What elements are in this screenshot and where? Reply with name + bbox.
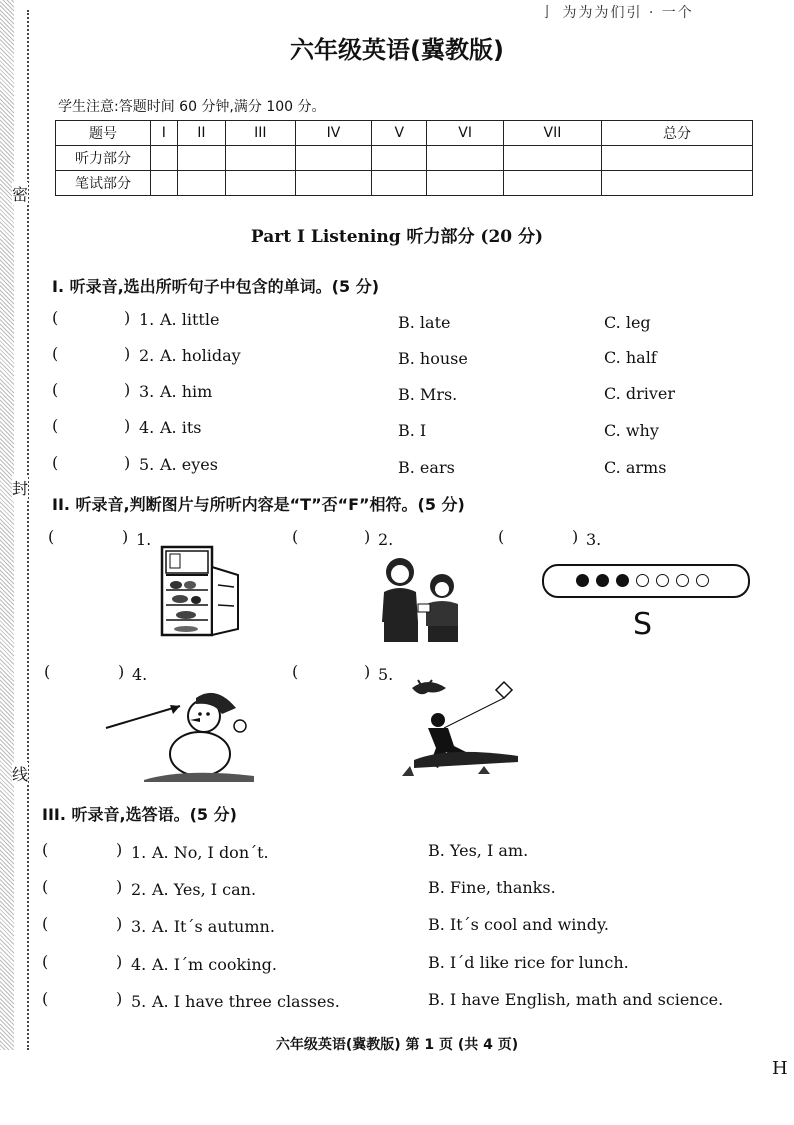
score-cell[interactable] (372, 171, 427, 196)
item-number: 1. (131, 843, 147, 862)
fridge-icon (158, 545, 242, 639)
option-b: B. late (398, 313, 451, 332)
score-row-label: 笔试部分 (56, 171, 151, 196)
scale-dot-empty (656, 574, 669, 587)
item-number: 5. (139, 455, 155, 474)
score-cell[interactable] (602, 171, 753, 196)
answer-blank-open[interactable]: ( (52, 308, 59, 327)
scale-dot-empty (696, 574, 709, 587)
answer-blank-open[interactable]: ( (42, 914, 49, 933)
score-table-header-row (56, 121, 753, 146)
score-cell[interactable] (602, 146, 753, 171)
answer-blank-open[interactable]: ( (292, 662, 299, 681)
score-cell[interactable] (503, 171, 601, 196)
header-scrap-text: 亅 为为为们引 · 一个 (540, 5, 694, 21)
item-number: 2. (131, 880, 147, 899)
option-a: A. him (160, 382, 213, 401)
seal-mark-xian: 线 (12, 762, 28, 785)
answer-blank-open[interactable]: ( (42, 952, 49, 971)
answer-blank-close: ) (364, 527, 371, 546)
option-b: B. I have English, math and science. (428, 990, 724, 1009)
scale-dot-empty (636, 574, 649, 587)
item-number: 3. (131, 917, 147, 936)
option-b: B. Fine, thanks. (428, 878, 556, 897)
option-b: B. I´d like rice for lunch. (428, 953, 629, 972)
answer-blank-close: ) (116, 914, 123, 933)
option-a: A. It´s autumn. (152, 917, 275, 936)
snowman-icon (104, 688, 264, 784)
option-a: A. little (160, 310, 220, 329)
binding-margin (0, 0, 14, 1050)
answer-blank-open[interactable]: ( (44, 662, 51, 681)
option-a: A. its (160, 418, 202, 437)
score-cell[interactable] (225, 146, 295, 171)
score-header-cell: I (151, 121, 178, 146)
option-b: B. Mrs. (398, 385, 458, 404)
part-title: Part I Listening 听力部分 (20 分) (250, 227, 544, 247)
seal-mark-mi: 密 (12, 182, 28, 205)
option-a: A. I´m cooking. (152, 955, 277, 974)
answer-blank-open[interactable]: ( (52, 416, 59, 435)
score-cell[interactable] (177, 171, 225, 196)
answer-blank-close: ) (116, 952, 123, 971)
answer-blank-open[interactable]: ( (42, 840, 49, 859)
score-header-cell: VII (503, 121, 601, 146)
score-cell[interactable] (151, 146, 178, 171)
item-number: 1. (139, 310, 155, 329)
item-number: 3. (139, 382, 155, 401)
score-cell[interactable] (372, 146, 427, 171)
item-number: 2. (139, 346, 155, 365)
answer-blank-close: ) (124, 380, 131, 399)
item-number: 4. (131, 955, 147, 974)
answer-blank-open[interactable]: ( (42, 877, 49, 896)
score-cell[interactable] (427, 146, 504, 171)
score-table-row (56, 146, 753, 171)
option-c: C. driver (604, 384, 676, 403)
option-a: A. holiday (160, 346, 241, 365)
seal-line (27, 10, 29, 1050)
answer-blank-open[interactable]: ( (52, 344, 59, 363)
answer-blank-close: ) (572, 527, 579, 546)
option-a: A. eyes (160, 455, 218, 474)
score-cell[interactable] (503, 146, 601, 171)
score-header-cell: 题号 (56, 121, 151, 146)
score-cell[interactable] (225, 171, 295, 196)
item-number: 4. (139, 418, 155, 437)
section-2-title: II. 听录音,判断图片与所听内容是“T”否“F”相符。(5 分) (52, 495, 465, 514)
scale-dot-filled (616, 574, 629, 587)
answer-blank-close: ) (116, 877, 123, 896)
page-title: 六年级英语(冀教版) (290, 36, 504, 64)
section-1-title: I. 听录音,选出所听句子中包含的单词。(5 分) (52, 277, 380, 296)
answer-blank-close: ) (124, 416, 131, 435)
scale-dot-empty (676, 574, 689, 587)
option-b: B. ears (398, 458, 455, 477)
answer-blank-close: ) (122, 527, 129, 546)
picture-number: 4. (132, 665, 148, 684)
option-c: C. leg (604, 313, 651, 332)
answer-blank-open[interactable]: ( (498, 527, 505, 546)
option-b: B. Yes, I am. (428, 841, 529, 860)
option-c: C. arms (604, 458, 667, 477)
score-table (55, 120, 753, 196)
corner-mark: H (772, 1058, 788, 1079)
score-header-cell: IV (295, 121, 372, 146)
option-c: C. half (604, 348, 657, 367)
children-icon (378, 552, 464, 646)
scale-icon (542, 564, 750, 598)
answer-blank-close: ) (124, 344, 131, 363)
score-header-cell: 总分 (602, 121, 753, 146)
section-3-title: III. 听录音,选答语。(5 分) (42, 805, 237, 824)
student-notice: 学生注意:答题时间 60 分钟,满分 100 分。 (58, 99, 326, 115)
answer-blank-close: ) (116, 840, 123, 859)
score-header-cell: II (177, 121, 225, 146)
scale-letter: S (633, 607, 653, 642)
score-cell[interactable] (295, 171, 372, 196)
score-table-row (56, 171, 753, 196)
score-header-cell: III (225, 121, 295, 146)
score-row-label: 听力部分 (56, 146, 151, 171)
score-cell[interactable] (427, 171, 504, 196)
answer-blank-open[interactable]: ( (52, 380, 59, 399)
kite-icon (398, 676, 522, 780)
picture-number: 3. (586, 530, 602, 549)
picture-number: 1. (136, 530, 152, 549)
score-cell[interactable] (295, 146, 372, 171)
option-b: B. house (398, 349, 468, 368)
option-c: C. why (604, 421, 659, 440)
option-b: B. It´s cool and windy. (428, 915, 609, 934)
score-cell[interactable] (151, 171, 178, 196)
answer-blank-close: ) (116, 989, 123, 1008)
option-a: A. No, I don´t. (152, 843, 269, 862)
answer-blank-open[interactable]: ( (42, 989, 49, 1008)
answer-blank-open[interactable]: ( (292, 527, 299, 546)
option-b: B. I (398, 421, 427, 440)
scale-dot-filled (576, 574, 589, 587)
page-footer: 六年级英语(冀教版) 第 1 页 (共 4 页) (275, 1037, 519, 1053)
scale-dot-filled (596, 574, 609, 587)
option-a: A. Yes, I can. (152, 880, 257, 899)
answer-blank-close: ) (118, 662, 125, 681)
answer-blank-open[interactable]: ( (48, 527, 55, 546)
score-cell[interactable] (177, 146, 225, 171)
score-header-cell: VI (427, 121, 504, 146)
answer-blank-close: ) (364, 662, 371, 681)
answer-blank-close: ) (124, 453, 131, 472)
answer-blank-open[interactable]: ( (52, 453, 59, 472)
picture-number: 2. (378, 530, 394, 549)
score-header-cell: V (372, 121, 427, 146)
item-number: 5. (131, 992, 147, 1011)
seal-mark-feng: 封 (12, 476, 28, 499)
answer-blank-close: ) (124, 308, 131, 327)
option-a: A. I have three classes. (152, 992, 340, 1011)
picture-number: 5. (378, 665, 394, 684)
